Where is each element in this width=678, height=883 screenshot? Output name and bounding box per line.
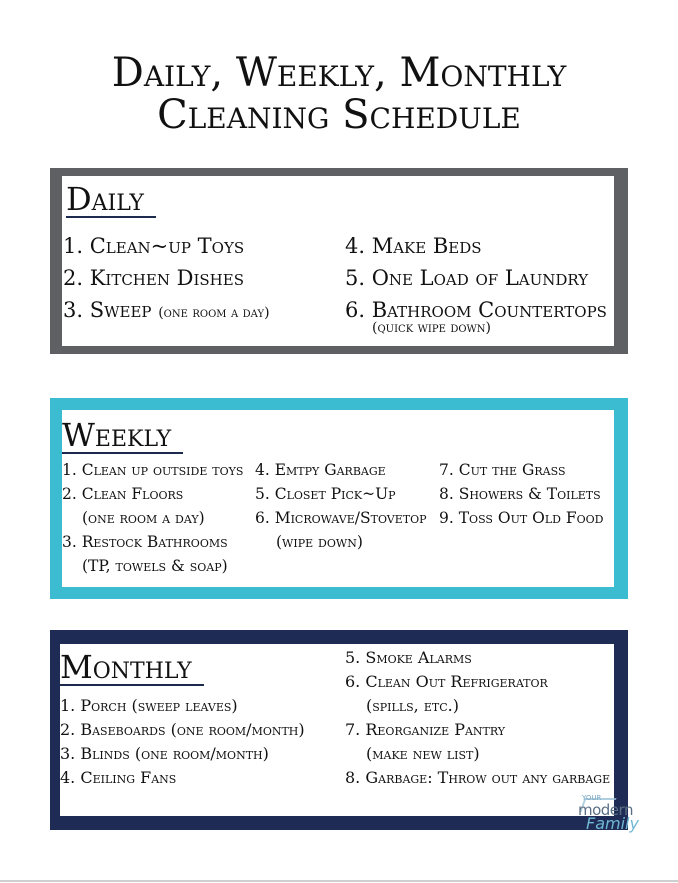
daily-item-3-note: (one room a day)	[158, 305, 270, 321]
weekly-item-3: 3. Restock Bathrooms	[62, 533, 228, 551]
title-line-1: Daily, Weekly, Monthly	[111, 50, 567, 96]
daily-section	[50, 168, 628, 354]
bottom-divider	[0, 880, 678, 882]
weekly-item-2-note: (one room a day)	[82, 509, 205, 527]
daily-item-3	[63, 298, 270, 325]
weekly-item-2: 2. Clean Floors	[62, 485, 184, 503]
daily-item-6-note: (quick wipe down)	[372, 320, 492, 336]
logo-family-text: Family	[586, 814, 639, 833]
weekly-section	[50, 398, 628, 599]
logo-top-text: YOUR	[582, 794, 602, 802]
weekly-item-3-note: (TP, towels & soap)	[82, 557, 228, 575]
monthly-item-3: 3. Blinds (one room/month)	[60, 744, 269, 763]
monthly-item-5: 5. Smoke Alarms	[345, 648, 472, 667]
monthly-panel	[60, 644, 614, 816]
daily-item-4: 4. Make Beds	[345, 234, 482, 258]
monthly-item-1: 1. Porch (sweep leaves)	[60, 696, 238, 715]
brand-logo	[574, 792, 640, 838]
monthly-item-2: 2. Baseboards (one room/month)	[60, 720, 305, 739]
monthly-item-7: 7. Reorganize Pantry	[345, 720, 506, 739]
monthly-item-7-note: (make new list)	[366, 744, 480, 763]
weekly-heading: Weekly	[62, 418, 183, 454]
weekly-item-5: 5. Closet Pick~Up	[255, 485, 396, 503]
weekly-item-8: 8. Showers & Toilets	[439, 485, 601, 503]
daily-item-1: 1. Clean~up Toys	[63, 234, 245, 258]
weekly-panel	[62, 410, 614, 587]
logo-modern-text: modern	[578, 801, 633, 819]
weekly-item-9: 9. Toss Out Old Food	[439, 509, 604, 527]
weekly-item-7: 7. Cut the Grass	[439, 461, 566, 479]
page-title	[0, 52, 678, 136]
monthly-item-4: 4. Ceiling Fans	[60, 768, 177, 787]
monthly-section	[50, 630, 628, 830]
weekly-item-1: 1. Clean up outside toys	[62, 461, 244, 479]
daily-heading: Daily	[66, 182, 156, 218]
daily-panel	[62, 176, 614, 346]
monthly-heading: Monthly	[60, 650, 204, 686]
monthly-item-8: 8. Garbage: Throw out any garbage	[345, 768, 611, 787]
daily-item-5: 5. One Load of Laundry	[345, 266, 589, 290]
daily-item-2: 2. Kitchen Dishes	[63, 266, 244, 290]
daily-item-3-label: 3. Sweep	[63, 298, 152, 322]
weekly-item-4: 4. Emtpy Garbage	[255, 461, 386, 479]
title-line-2: Cleaning Schedule	[157, 92, 521, 138]
monthly-item-6: 6. Clean Out Refrigerator	[345, 672, 548, 691]
weekly-item-6-note: (wipe down)	[276, 533, 363, 551]
monthly-item-6-note: (spills, etc.)	[366, 696, 459, 715]
weekly-item-6: 6. Microwave/Stovetop	[255, 509, 427, 527]
daily-item-6: 6. Bathroom Countertops	[345, 298, 607, 322]
